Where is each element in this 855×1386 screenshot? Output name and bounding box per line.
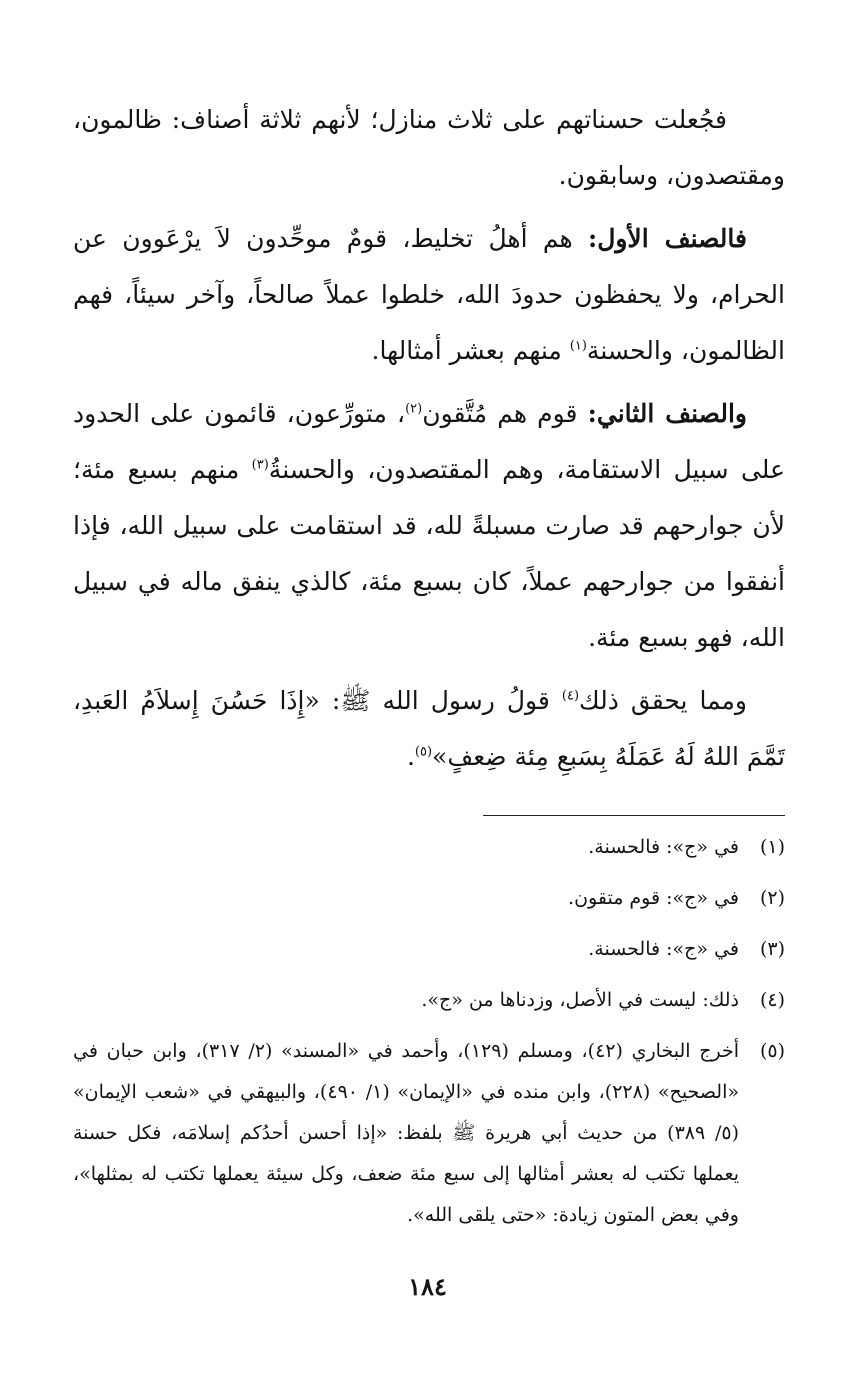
footnote-text: ذلك: ليست في الأصل، وزدناها من «ج».	[421, 989, 739, 1011]
paragraph-text-tail: .	[406, 742, 415, 771]
paragraph-heading: فالصنف الأول:	[587, 224, 747, 253]
footnote-number: (٢)	[759, 887, 785, 909]
footnote-item	[73, 980, 785, 1021]
footnote-text: في «ج»: قوم متقون.	[568, 887, 739, 909]
paragraph-text-middle: قولُ رسول الله ﷺ: «إِذَا حَسُنَ إِسلاَمُ العَبدِ، تَمَّمَ اللهُ لَهُ عَمَلَهُ بِسَبعِ مِئة ضِعفٍ»	[73, 686, 785, 771]
paragraph-text-tail: منهم بسبع مئة؛ لأن جوارحهم قد صارت مسبلةً لله، قد استقامت على سبيل الله، فإذا أنفقوا من جوارحهم عملاً، كان بسبع مئة، كالذي ينفق ماله في سبيل الله، فهو بسبع مئة.	[73, 455, 785, 652]
paragraph-second-category	[73, 386, 785, 666]
footnote-number: (٤)	[759, 989, 785, 1011]
footnote-item	[73, 929, 785, 970]
footnote-divider	[483, 815, 785, 816]
paragraph-text-middle: ، متورِّعون، قائمون على الحدود على سبيل الاستقامة، وهم المقتصدون، والحسنةُ	[73, 399, 785, 484]
page-number: ١٨٤	[408, 1272, 447, 1301]
footnote-ref[interactable]: (٢)	[405, 401, 423, 417]
paragraph-intro	[73, 92, 785, 204]
paragraph-text-tail: منهم بعشر أمثالها.	[371, 336, 570, 365]
footnote-number: (٣)	[759, 938, 785, 960]
main-text	[73, 92, 785, 792]
footnote-number: (٥)	[759, 1040, 785, 1062]
paragraph-heading: والصنف الثاني:	[587, 399, 747, 428]
footnote-item	[73, 827, 785, 868]
footnote-item	[73, 878, 785, 919]
footnote-item	[73, 1031, 785, 1236]
paragraph-text: قوم هم مُتَّقون	[422, 399, 588, 428]
footnote-ref[interactable]: (٣)	[251, 457, 269, 473]
footnote-text: في «ج»: فالحسنة.	[588, 938, 739, 960]
footnote-ref[interactable]: (١)	[569, 338, 587, 354]
footnotes	[73, 827, 785, 1246]
footnote-ref[interactable]: (٤)	[561, 688, 580, 704]
footnote-number: (١)	[759, 836, 785, 858]
paragraph-hadith	[73, 673, 785, 785]
paragraph-text: هم أهلُ تخليط، قومٌ موحِّدون لاَ يرْعَوون عن الحرام، ولا يحفظون حدودَ الله، خلطوا عملاً صالحاً، وآخر سيئاً، فهم الظالمون، والحسنة	[73, 224, 785, 365]
paragraph-first-category	[73, 211, 785, 379]
paragraph-text: ومما يحقق ذلك	[579, 686, 747, 715]
footnote-text: في «ج»: فالحسنة.	[588, 836, 739, 858]
footnote-text: أخرج البخاري (٤٢)، ومسلم (١٢٩)، وأحمد في «المسند» (٢/ ٣١٧)، وابن حبان في «الصحيح» (٢٢٨)، وابن منده في «الإيمان» (١/ ٤٩٠)، والبيهقي في «شعب الإيمان» (٥/ ٣٨٩) من حديث أبي هريرة ﷺ بلفظ: «إذا أحسن أحدُكم إسلامَه، فكل حسنة يعملها تكتب له بعشر أمثالها إلى سبع مئة ضعف، وكل سيئة يعملها تكتب له بمثلها»، وفي بعض المتون زيادة: «حتى يلقى الله».	[73, 1040, 740, 1226]
footnote-ref[interactable]: (٥)	[414, 744, 433, 760]
paragraph-text: فجُعلت حسناتهم على ثلاث منازل؛ لأنهم ثلاثة أصناف: ظالمون، ومقتصدون، وسابقون.	[73, 105, 785, 190]
